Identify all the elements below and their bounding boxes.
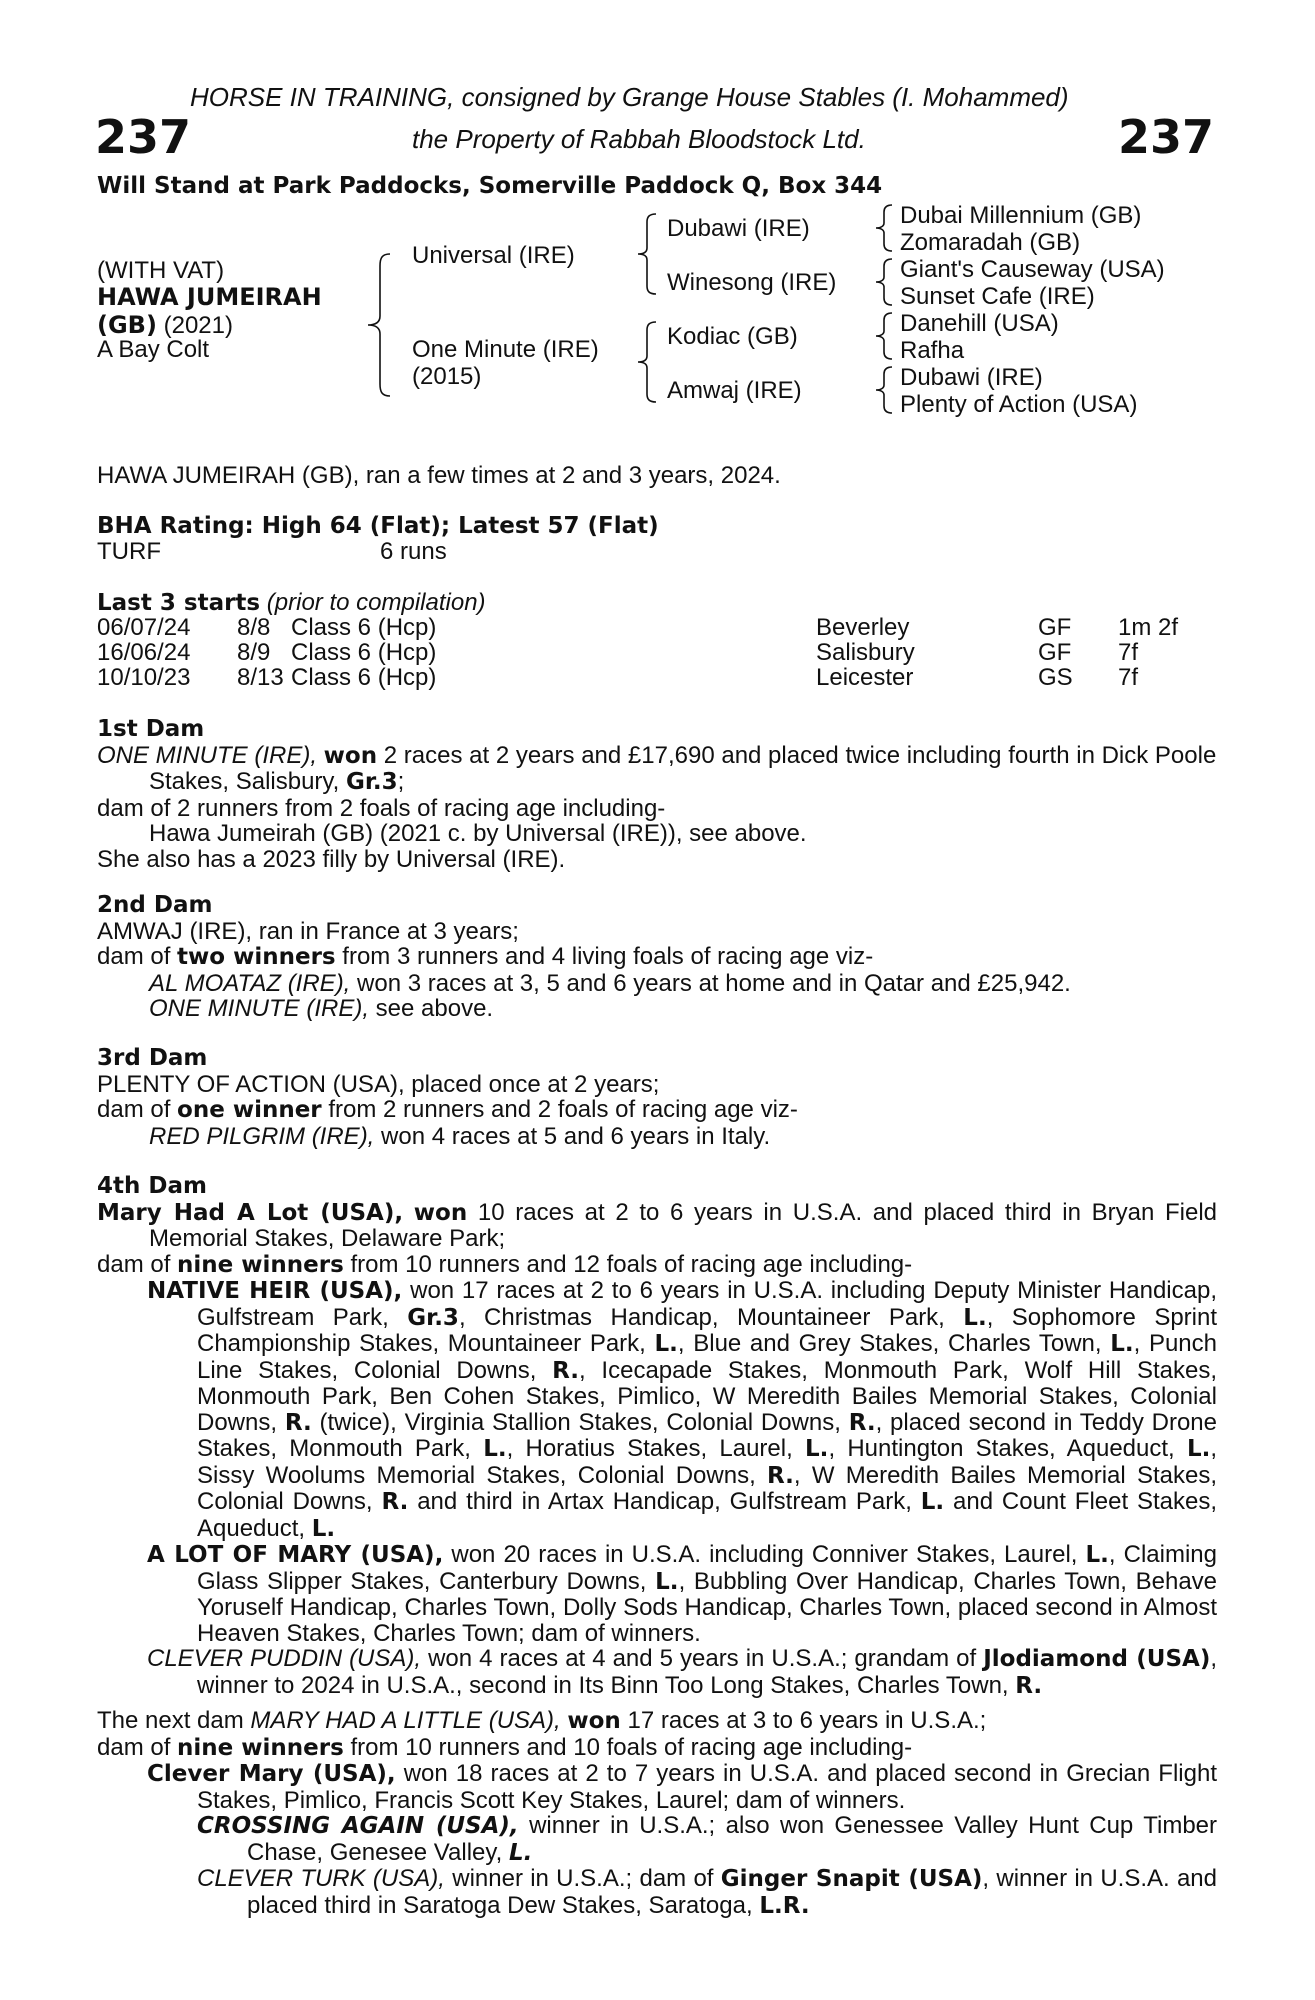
text: from 10 runners and 12 foals of racing age including- (350, 1250, 913, 1278)
pedigree-sire: Universal (IRE) (412, 242, 575, 269)
pedigree-brace-main (360, 240, 400, 410)
third-dam-produce (97, 1097, 1217, 1124)
stand-location: Will Stand at Park Paddocks, Somerville Paddock Q, Box 344 (97, 173, 883, 199)
bha-rating: BHA Rating: High 64 (Flat); Latest 57 (Flat) (97, 513, 659, 539)
a-lot-of-mary-record (97, 1542, 1217, 1646)
pedigree-g5: Danehill (USA) (900, 310, 1059, 337)
last-starts-heading (97, 589, 486, 617)
fourth-dam-title: 4th Dam (97, 1173, 207, 1199)
pedigree-brace-dam (630, 314, 664, 410)
pedigree-sire-dam: Winesong (IRE) (667, 269, 837, 296)
third-dam-record: PLENTY OF ACTION (USA), placed once at 2 years; (97, 1070, 660, 1098)
third-dam-title: 3rd Dam (97, 1045, 208, 1071)
start-course: Leicester (816, 664, 914, 691)
text: dam of (97, 943, 171, 970)
pedigree-g3: Giant's Causeway (USA) (900, 256, 1165, 283)
listed-label: L. (805, 1436, 829, 1462)
text: and third in Artax Handicap, Gulfstream Park, (417, 1488, 912, 1515)
surface-runs: 6 runs (380, 538, 447, 565)
winners-count: nine winners (177, 1251, 344, 1278)
text: , Blue and Grey Stakes, Charles Town, (677, 1330, 1102, 1357)
first-dam-race-record (97, 743, 1217, 796)
pedigree-brace-sire (630, 206, 664, 302)
text: , winner to 2024 in U.S.A., second in Its Binn Too Long Stakes, Charles Town, (197, 1645, 1218, 1699)
lot-number-left: 237 (95, 110, 192, 164)
lot-number-right: 237 (1118, 110, 1215, 164)
text: , Icecapade Stakes, Monmouth Park, Wolf Hill Stakes, Monmouth Park, Ben Cohen Stakes, Pimlico, W Meredith Bailes Memorial Stakes, Colonial Downs, (197, 1356, 1217, 1436)
pedigree-g6: Rafha (900, 337, 965, 364)
winners-count: nine winners (177, 1734, 344, 1761)
text: from 3 runners and 4 living foals of racing age viz- (342, 943, 874, 970)
horse-name: HAWA JUMEIRAH (97, 283, 322, 311)
first-dam-produce: dam of 2 runners from 2 foals of racing age including- (97, 794, 666, 822)
won-label: won (413, 1199, 468, 1226)
dam-name: MARY HAD A LITTLE (USA), (250, 1707, 561, 1734)
header-property-line: the Property of Rabbah Bloodstock Ltd. (412, 124, 866, 154)
clever-mary-record (97, 1761, 1217, 1813)
listed-label: L. (655, 1568, 679, 1595)
start-distance: 7f (1118, 664, 1139, 691)
text: won 20 races in U.S.A. including Conniver Stakes, Laurel, (451, 1541, 1078, 1568)
first-dam-note: She also has a 2023 filly by Universal (IRE). (97, 845, 566, 873)
start-going: GF (1038, 614, 1072, 641)
text: , Huntington Stakes, Aqueduct, (828, 1435, 1175, 1462)
next-dam-section (97, 1708, 1217, 1919)
dam-name: Mary Had A Lot (USA), (97, 1199, 404, 1226)
third-dam-section (97, 1046, 1217, 1149)
restricted-label: R. (284, 1409, 312, 1436)
text: , Claiming Glass Slipper Stakes, Canterbury Downs, (197, 1541, 1218, 1595)
grade-label: Gr.3 (407, 1304, 459, 1331)
clever-puddin-record (97, 1646, 1217, 1699)
horse-country: (GB) (97, 311, 157, 339)
start-distance: 1m 2f (1118, 614, 1179, 641)
start-date: 06/07/24 (97, 614, 191, 641)
progeny-name: Jlodiamond (USA) (983, 1646, 1211, 1672)
text: 17 races at 3 to 6 years in U.S.A.; (627, 1707, 987, 1734)
listed-label: L. (1085, 1542, 1109, 1568)
horse-description: A Bay Colt (97, 336, 210, 363)
start-position: 8/9 (237, 639, 271, 666)
dam-record-text: 2 races at 2 years and £17,690 and placed twice including fourth in (383, 741, 1095, 769)
surface-label: TURF (97, 538, 161, 565)
text: 10 races at 2 to 6 years in U.S.A. and placed third in Bryan Field Memorial Stakes, Delaware Park; (149, 1198, 1218, 1252)
text: won 17 races at 2 to 6 years in U.S.A. including Deputy Minister Handicap, Gulfstream Park, (197, 1277, 1218, 1331)
text: see above. (375, 995, 494, 1022)
listed-label: L. (483, 1436, 507, 1462)
dam-record-text: Dick Poole Stakes, Salisbury, (149, 741, 1217, 795)
won-label: won (323, 742, 378, 769)
text: dam of (97, 1096, 171, 1123)
text: winner in U.S.A.; dam of (452, 1865, 714, 1892)
second-dam-produce (97, 944, 1217, 971)
fourth-dam-produce (97, 1252, 1217, 1279)
second-dam-title: 2nd Dam (97, 892, 213, 918)
text: , Bubbling Over Handicap, Charles Town, Behave Yoruself Handicap, Charles Town, Dolly Sods Handicap, Charles Town, placed second in Almost Heaven Stakes, Charles Town; dam of winners. (197, 1567, 1218, 1647)
text: from 2 runners and 2 foals of racing age viz- (328, 1096, 798, 1123)
grade-label: Gr.3 (345, 769, 398, 795)
race-summary: HAWA JUMEIRAH (GB), ran a few times at 2 and 3 years, 2024. (97, 462, 781, 489)
start-course: Beverley (816, 614, 910, 641)
foal-name: ONE MINUTE (IRE), (149, 995, 369, 1022)
horse-year: (2021) (163, 312, 233, 339)
fourth-dam-section (97, 1174, 1217, 1699)
listed-label: L. (1110, 1331, 1134, 1357)
text: , winner in U.S.A. and placed third in Saratoga Dew Stakes, Saratoga, (247, 1865, 1217, 1919)
text: , Sophomore Sprint Championship Stakes, Mountaineer Park, (197, 1303, 1218, 1357)
restricted-label: R. (552, 1357, 580, 1384)
punctuation: ; (397, 768, 405, 795)
listed-label: L. (508, 1839, 533, 1866)
second-dam-section (97, 893, 1217, 1022)
second-dam-foal-1 (97, 971, 1217, 997)
foal-name: CLEVER PUDDIN (USA), (147, 1645, 422, 1672)
text: and Count Fleet Stakes, Aqueduct, (197, 1488, 1218, 1542)
restricted-label: R. (767, 1462, 794, 1489)
text: , W Meredith Bailes Memorial Stakes, Colonial Downs, (197, 1461, 1218, 1515)
pedigree-g1: Dubai Millennium (GB) (900, 202, 1142, 229)
listed-label: L.R. (759, 1892, 810, 1919)
restricted-label: R. (381, 1489, 409, 1515)
pedigree-dam-sire: Kodiac (GB) (667, 323, 798, 350)
text: winner in U.S.A.; also won Genessee Valley Hunt Cup Timber Chase, Genesee Valley, (247, 1812, 1217, 1866)
pedigree-g4: Sunset Cafe (IRE) (900, 283, 1095, 310)
fourth-dam-record (97, 1200, 1217, 1252)
start-class: Class 6 (Hcp) (291, 664, 437, 691)
third-dam-foal-1 (97, 1124, 1217, 1150)
progeny-name: CLEVER TURK (USA), (197, 1865, 445, 1892)
pedigree-g2: Zomaradah (GB) (900, 229, 1081, 256)
pedigree-dam-year: (2015) (412, 363, 482, 390)
start-date: 16/06/24 (97, 639, 191, 666)
start-going: GS (1038, 664, 1073, 691)
start-class: Class 6 (Hcp) (291, 614, 437, 641)
pedigree-g7: Dubawi (IRE) (900, 364, 1043, 391)
text: , placed second in Teddy Drone Stakes, Monmouth Park, (197, 1408, 1218, 1462)
first-dam-foal: Hawa Jumeirah (GB) (2021 c. by Universal (IRE)), see above. (149, 820, 807, 847)
restricted-label: R. (1015, 1672, 1043, 1699)
pedigree-brace-g1 (868, 200, 900, 256)
progeny-name: CROSSING AGAIN (USA), (197, 1813, 519, 1839)
dam-name: ONE MINUTE (IRE), (97, 741, 317, 769)
pedigree-g8: Plenty of Action (USA) (900, 391, 1138, 418)
last-starts-table (97, 615, 1188, 690)
listed-label: L. (920, 1489, 945, 1515)
crossing-again-record (97, 1813, 1217, 1866)
winners-count: one winner (177, 1097, 322, 1123)
start-position: 8/13 (237, 664, 284, 691)
text: (twice), Virginia Stallion Stakes, Colonial Downs, (319, 1408, 841, 1436)
start-course: Salisbury (816, 639, 915, 666)
listed-label: L. (1186, 1436, 1211, 1462)
native-heir-record (97, 1278, 1217, 1542)
progeny-name: Ginger Snapit (USA) (720, 1866, 983, 1892)
start-going: GF (1038, 639, 1072, 666)
start-distance: 7f (1118, 639, 1139, 666)
vat-note: (WITH VAT) (97, 257, 225, 284)
second-dam-foal-2 (97, 996, 1217, 1022)
foal-name: Clever Mary (USA), (147, 1761, 396, 1787)
pedigree-dam-dam: Amwaj (IRE) (667, 377, 802, 404)
next-dam-produce (97, 1735, 1217, 1762)
pedigree-sire-sire: Dubawi (IRE) (667, 215, 810, 242)
start-row (97, 640, 1188, 665)
start-class: Class 6 (Hcp) (291, 639, 437, 666)
text: from 10 runners and 10 foals of racing age including- (350, 1733, 913, 1761)
listed-label: L. (654, 1331, 678, 1357)
text: , Horatius Stakes, Laurel, (506, 1435, 793, 1462)
next-dam-record (97, 1708, 1217, 1735)
foal-name: NATIVE HEIR (USA), (147, 1278, 403, 1304)
winners-count: two winners (177, 944, 336, 970)
pedigree-brace-g2 (868, 254, 900, 310)
pedigree-brace-g4 (868, 362, 900, 418)
foal-name: AL MOATAZ (IRE), (149, 969, 351, 997)
pedigree-brace-g3 (868, 308, 900, 364)
first-dam-section (97, 717, 1217, 872)
start-row (97, 615, 1188, 640)
start-position: 8/8 (237, 614, 271, 641)
start-date: 10/10/23 (97, 664, 191, 691)
listed-label: L. (311, 1515, 336, 1542)
text: won 18 races at 2 to 7 years in U.S.A. and placed second in Grecian Flight Stakes, Pimlico, Francis Scott Key Stakes, Laurel; dam of winners. (197, 1760, 1217, 1814)
text: dam of (97, 1733, 171, 1761)
pedigree-dam: One Minute (IRE) (412, 336, 599, 363)
second-dam-record: AMWAJ (IRE), ran in France at 3 years; (97, 917, 519, 945)
text: won 4 races at 5 and 6 years in Italy. (381, 1122, 771, 1150)
first-dam-title: 1st Dam (97, 716, 205, 742)
clever-turk-record (97, 1866, 1217, 1919)
restricted-label: R. (848, 1409, 876, 1436)
text: The next dam (97, 1707, 244, 1734)
text: dam of (97, 1250, 171, 1278)
won-label: won (567, 1708, 621, 1734)
start-row (97, 665, 1188, 690)
text: , Punch Line Stakes, Colonial Downs, (197, 1330, 1217, 1384)
text: won 3 races at 3, 5 and 6 years at home and in Qatar and £25,942. (357, 969, 1071, 997)
header-consignor-line: HORSE IN TRAINING, consigned by Grange House Stables (I. Mohammed) (190, 82, 1069, 112)
text: , Sissy Woolums Memorial Stakes, Colonial Downs, (197, 1435, 1218, 1489)
listed-label: L. (963, 1304, 987, 1331)
text: , Christmas Handicap, Mountaineer Park, (458, 1303, 945, 1331)
foal-name: A LOT OF MARY (USA), (147, 1542, 444, 1568)
last-starts-note: (prior to compilation) (266, 589, 486, 616)
text: won 4 races at 4 and 5 years in U.S.A.; grandam of (428, 1645, 977, 1672)
foal-name: RED PILGRIM (IRE), (149, 1122, 375, 1150)
last-starts-title: Last 3 starts (97, 590, 261, 616)
